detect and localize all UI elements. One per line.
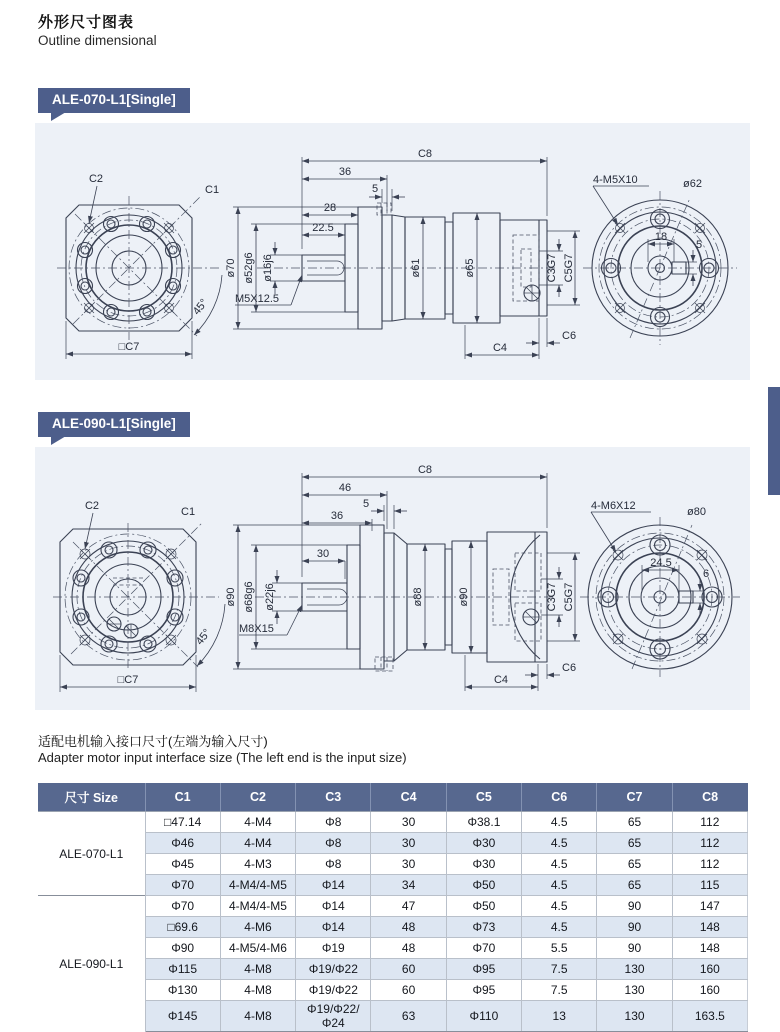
table-cell: 4-M8 (220, 980, 295, 1001)
rear-view-090 (580, 500, 740, 677)
dim-label: ø62 (683, 178, 702, 190)
table-cell: Φ70 (145, 875, 220, 896)
table-cell: 48 (371, 938, 446, 959)
dim-label: □C7 (117, 674, 139, 686)
table-cell: 7.5 (522, 980, 597, 1001)
table-cell: 48 (371, 917, 446, 938)
dim-label: C4 (493, 674, 509, 686)
dim-label: C6 (562, 330, 577, 342)
dim-label: C8 (417, 464, 433, 476)
dim-label: C5G7 (563, 253, 575, 283)
table-cell: Φ95 (446, 980, 521, 1001)
table-cell: 13 (522, 1001, 597, 1032)
table-cell: 112 (672, 854, 747, 875)
table-cell: Φ14 (296, 896, 371, 917)
table-cell: Φ19/Φ22 (296, 980, 371, 1001)
table-row (38, 875, 748, 896)
dim-label: M5X12.5 (235, 293, 280, 305)
table-cell: 4-M4/4-M5 (220, 896, 295, 917)
dim-label: 28 (323, 202, 337, 214)
dim-label: ø90 (458, 587, 470, 607)
table-cell: 4.5 (522, 812, 597, 833)
table-cell: 90 (597, 917, 672, 938)
table-cell: 160 (672, 959, 747, 980)
dim-label: ø80 (687, 506, 706, 518)
dim-label: C3G7 (546, 582, 558, 612)
table-cell: 4.5 (522, 854, 597, 875)
table-row (38, 812, 748, 833)
table-cell: 148 (672, 938, 747, 959)
table-cell: 130 (597, 959, 672, 980)
column-header-c1: C1 (145, 783, 220, 812)
dim-label: C5G7 (563, 582, 575, 612)
dimension-table (38, 783, 748, 1032)
dim-label: 6 (703, 568, 710, 580)
table-cell: □47.14 (145, 812, 220, 833)
table-cell: Φ8 (296, 833, 371, 854)
table-cell: Φ115 (145, 959, 220, 980)
dim-label: 22.5 (312, 222, 334, 234)
dim-label: 5 (362, 498, 370, 510)
table-cell: Φ90 (145, 938, 220, 959)
front-view-070 (57, 173, 222, 359)
dim-label: C4 (492, 342, 508, 354)
dim-label: C1 (181, 506, 196, 518)
table-cell: Φ8 (296, 854, 371, 875)
dim-label: C1 (205, 184, 220, 196)
table-cell: 4.5 (522, 917, 597, 938)
dim-label: ø61 (410, 258, 422, 278)
table-cell: Φ14 (296, 917, 371, 938)
dim-label: ø70 (225, 258, 237, 278)
table-cell: 4-M4 (220, 812, 295, 833)
table-row (38, 938, 748, 959)
drawing-ale-070 (35, 123, 750, 380)
table-cell: 4.5 (522, 833, 597, 854)
table-cell: 7.5 (522, 959, 597, 980)
table-cell: Φ30 (446, 854, 521, 875)
page-title-zh: 外形尺寸图表 (38, 14, 135, 31)
table-cell: 4-M6 (220, 917, 295, 938)
table-cell: 30 (371, 854, 446, 875)
table-cell: Φ73 (446, 917, 521, 938)
table-cell: 30 (371, 833, 446, 854)
table-cell: 4.5 (522, 896, 597, 917)
page-edge-tab (768, 387, 780, 495)
table-row (38, 896, 748, 917)
page-title-en: Outline dimensional (38, 33, 157, 48)
dim-label: 4-M5X10 (593, 174, 638, 186)
dim-label: ø65 (464, 258, 476, 278)
table-cell: 112 (672, 833, 747, 854)
table-cell: Φ19/Φ22/Φ24 (296, 1001, 371, 1032)
table-cell: 90 (597, 896, 672, 917)
table-cell: Φ145 (145, 1001, 220, 1032)
table-cell: Φ45 (145, 854, 220, 875)
table-cell: Φ30 (446, 833, 521, 854)
dim-label: 45° (193, 626, 214, 648)
dim-label: 24.5 (650, 557, 672, 569)
table-row (38, 1001, 748, 1032)
table-cell: 5.5 (522, 938, 597, 959)
table-cell: 34 (371, 875, 446, 896)
dim-label: 36 (330, 510, 344, 522)
table-row (38, 833, 748, 854)
table-cell: Φ50 (446, 875, 521, 896)
table-cell: Φ46 (145, 833, 220, 854)
table-cell: 4-M5/4-M6 (220, 938, 295, 959)
table-row (38, 854, 748, 875)
dim-label: 45° (190, 296, 211, 318)
table-cell: Φ19/Φ22 (296, 959, 371, 980)
dim-label: 5 (696, 239, 703, 251)
dim-label: 5 (371, 183, 379, 195)
table-cell: Φ38.1 (446, 812, 521, 833)
table-cell: 60 (371, 959, 446, 980)
table-cell: 148 (672, 917, 747, 938)
column-header-c3: C3 (296, 783, 371, 812)
table-cell: 63 (371, 1001, 446, 1032)
column-header-c7: C7 (597, 783, 672, 812)
table-cell: □69.6 (145, 917, 220, 938)
table-cell: 160 (672, 980, 747, 1001)
dim-label: ø90 (225, 587, 237, 607)
table-cell: 4-M4 (220, 833, 295, 854)
dim-label: M8X15 (239, 623, 274, 635)
dim-label: 30 (316, 548, 330, 560)
table-cell: 4-M4/4-M5 (220, 875, 295, 896)
dim-label: ø52g6 (243, 252, 255, 284)
section-label-ale-070: ALE-070-L1[Single] (38, 88, 190, 113)
table-header (38, 783, 748, 812)
table-cell: 147 (672, 896, 747, 917)
table-cell: 30 (371, 812, 446, 833)
dim-label: ø22j6 (264, 583, 276, 611)
table-cell: 115 (672, 875, 747, 896)
dim-label: 4-M6X12 (591, 500, 636, 512)
table-cell: 65 (597, 875, 672, 896)
table-cell: 4-M8 (220, 959, 295, 980)
table-cell: 4-M8 (220, 1001, 295, 1032)
table-cell: 65 (597, 833, 672, 854)
table-cell: Φ19 (296, 938, 371, 959)
table-cell: 4.5 (522, 875, 597, 896)
column-header-c6: C6 (522, 783, 597, 812)
table-cell: Φ14 (296, 875, 371, 896)
table-cell: Φ50 (446, 896, 521, 917)
dim-label: □C7 (118, 341, 140, 353)
table-cell: 90 (597, 938, 672, 959)
table-cell: Φ110 (446, 1001, 521, 1032)
dim-label: 46 (338, 482, 352, 494)
column-header-c8: C8 (672, 783, 747, 812)
table-cell: 130 (597, 980, 672, 1001)
column-header-c4: C4 (371, 783, 446, 812)
table-cell: 112 (672, 812, 747, 833)
table-cell: Φ130 (145, 980, 220, 1001)
side-view-090 (225, 464, 580, 691)
table-row (38, 959, 748, 980)
table-cell: 4-M3 (220, 854, 295, 875)
adapter-note-zh: 适配电机输入接口尺寸(左端为输入尺寸) (38, 734, 268, 749)
dim-label: C8 (417, 148, 433, 160)
dim-label: ø88 (412, 587, 424, 607)
dim-label: C3G7 (546, 253, 558, 283)
section-label-ale-090: ALE-090-L1[Single] (38, 412, 190, 437)
table-row (38, 917, 748, 938)
table-cell: 163.5 (672, 1001, 747, 1032)
dim-label: ø68g6 (243, 581, 255, 613)
table-cell: Φ70 (446, 938, 521, 959)
table-cell: Φ95 (446, 959, 521, 980)
table-cell: Φ70 (145, 896, 220, 917)
row-group-label: ALE-090-L1 (38, 896, 145, 1032)
table-cell: 65 (597, 854, 672, 875)
dim-label: ø16j6 (262, 254, 274, 282)
drawing-panel-070 (35, 123, 750, 380)
dim-label: 36 (338, 166, 352, 178)
adapter-note-en: Adapter motor input interface size (The left end is the input size) (38, 750, 407, 765)
row-group-label: ALE-070-L1 (38, 812, 145, 896)
column-header-c2: C2 (220, 783, 295, 812)
drawing-ale-090 (35, 447, 750, 710)
side-view-070 (225, 148, 580, 359)
table-row (38, 980, 748, 1001)
dim-label: C2 (88, 173, 104, 185)
rear-view-070 (583, 174, 737, 345)
column-header-size: 尺寸 Size (38, 783, 145, 812)
dim-label: C2 (84, 500, 100, 512)
table-cell: Φ8 (296, 812, 371, 833)
front-view-090 (53, 500, 225, 692)
table-cell: 60 (371, 980, 446, 1001)
column-header-c5: C5 (446, 783, 521, 812)
table-cell: 65 (597, 812, 672, 833)
table-cell: 47 (371, 896, 446, 917)
dim-label: C6 (562, 662, 577, 674)
dim-label: 18 (654, 231, 668, 243)
table-cell: 130 (597, 1001, 672, 1032)
drawing-panel-090 (35, 447, 750, 710)
